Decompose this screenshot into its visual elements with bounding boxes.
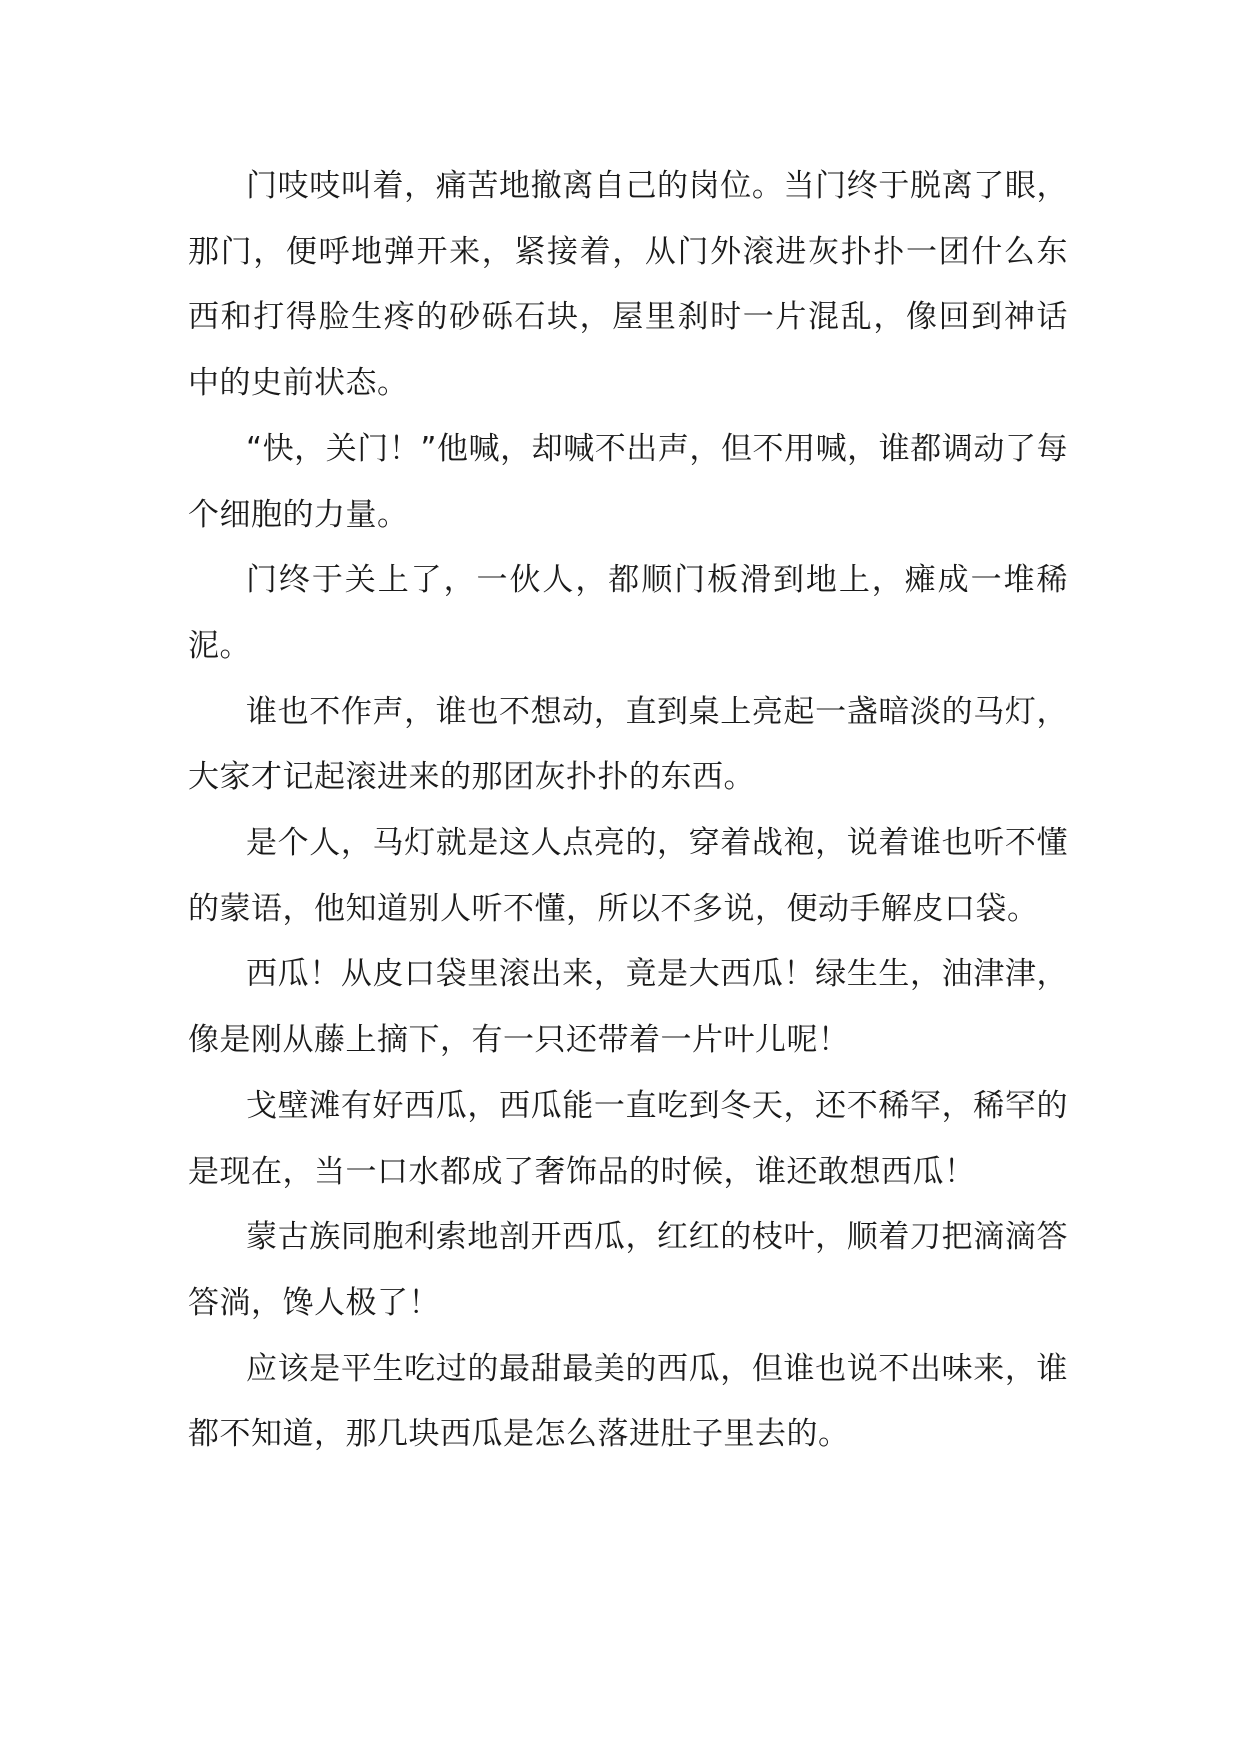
paragraph: 谁也不作声，谁也不想动，直到桌上亮起一盏暗淡的马灯，大家才记起滚进来的那团灰扑扑的东西。 bbox=[188, 693, 1068, 796]
paragraph: 应该是平生吃过的最甜最美的西瓜，但谁也说不出味来，谁都不知道，那几块西瓜是怎么落进肚子里去的。 bbox=[188, 1350, 1068, 1453]
paragraph: 门终于关上了，一伙人，都顺门板滑到地上，瘫成一堆稀泥。 bbox=[188, 562, 1068, 664]
paragraph: 戈壁滩有好西瓜，西瓜能一直吃到冬天，还不稀罕，稀罕的是现在，当一口水都成了奢饰品的时候，谁还敢想西瓜！ bbox=[188, 1087, 1068, 1190]
paragraph: 门吱吱叫着，痛苦地撤离自己的岗位。当门终于脱离了眼，那门，便呼地弹开来，紧接着，从门外滚进灰扑扑一团什么东西和打得脸生疼的砂砾石块，屋里刹时一片混乱，像回到神话中的史前状态。 bbox=[188, 168, 1068, 402]
paragraph: “快，关门！”他喊，却喊不出声，但不用喊，谁都调动了每个细胞的力量。 bbox=[188, 430, 1068, 533]
paragraph: 是个人，马灯就是这人点亮的，穿着战袍，说着谁也听不懂的蒙语，他知道别人听不懂，所以不多说，便动手解皮口袋。 bbox=[188, 825, 1068, 927]
paragraph: 蒙古族同胞利索地剖开西瓜，红红的枝叶，顺着刀把滴滴答答淌，馋人极了！ bbox=[188, 1219, 1068, 1321]
body-text bbox=[188, 154, 1068, 1468]
paragraph: 西瓜！从皮口袋里滚出来，竟是大西瓜！绿生生，油津津，像是刚从藤上摘下，有一只还带着一片叶儿呢！ bbox=[188, 956, 1068, 1059]
